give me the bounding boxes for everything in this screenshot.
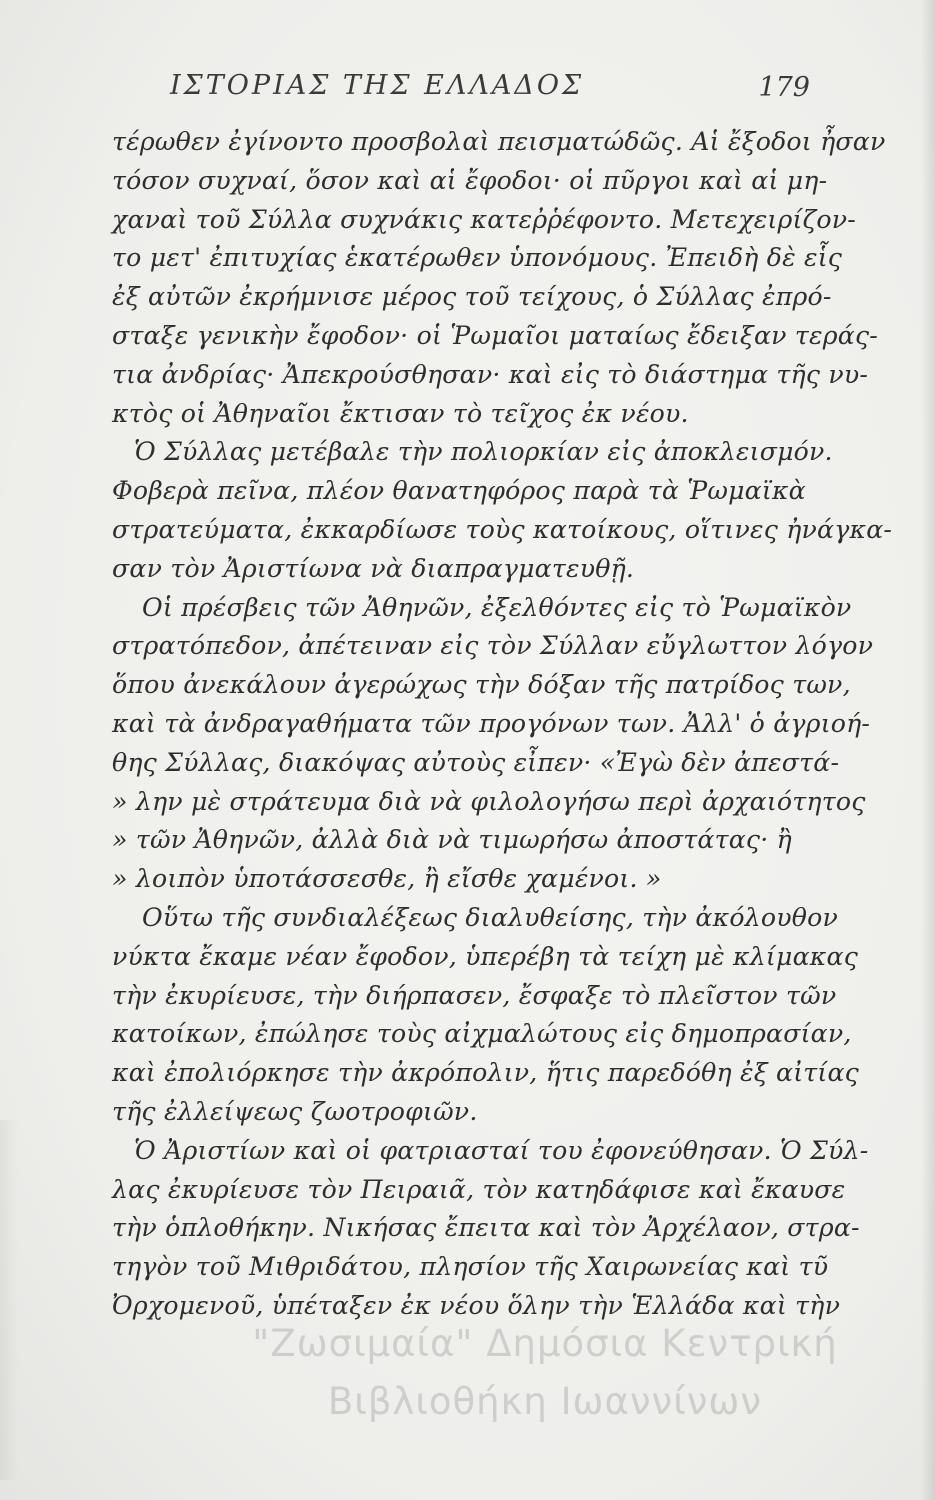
text-line: κτὸς οἱ Ἀθηναῖοι ἔκτισαν τὸ τεῖχος ἐκ νέου. [112, 398, 689, 428]
text-line: κατοίκων, ἐπώλησε τοὺς αἰχμαλώτους εἰς δημοπρασίαν, [112, 1019, 852, 1049]
text-line: Φοβερὰ πεῖνα, πλέον θανατηφόρος παρὰ τὰ Ῥωμαϊκὰ [112, 476, 806, 506]
running-title: ΙΣΤΟΡΙΑΣ ΤΗΣ ΕΛΛΑΔΟΣ [170, 70, 585, 101]
text-line: » λοιπὸν ὑποτάσσεσθε, ἢ εἴσθε χαμένοι. » [112, 864, 662, 894]
text-line: » λην μὲ στράτευμα διὰ νὰ φιλολογήσω περὶ ἀρχαιότητος [112, 786, 866, 816]
library-watermark-line1: "Ζωσιμαία" Δημόσια Κεντρική [252, 1322, 838, 1365]
text-line: τῆς ἐλλείψεως ζωοτροφιῶν. [112, 1096, 478, 1126]
library-watermark-line2: Βιβλιοθήκη Ιωαννίνων [327, 1380, 763, 1423]
text-line: Ὁ Σύλλας μετέβαλε τὴν πολιορκίαν εἰς ἀποκλεισμόν. [134, 437, 833, 467]
text-line: τια ἀνδρίας· Ἀπεκρούσθησαν· καὶ εἰς τὸ διάστημα τῆς νυ- [112, 359, 869, 389]
text-line: τόσον συχναί, ὅσον καὶ αἱ ἔφοδοι· οἱ πῦργοι καὶ αἱ μη- [112, 165, 828, 195]
text-line: Ὁ Ἀριστίων καὶ οἱ φατριασταί του ἐφονεύθησαν. Ὁ Σύλ- [134, 1135, 869, 1165]
text-line: σαν τὸν Ἀριστίωνα νὰ διαπραγματευθῇ. [112, 553, 635, 583]
body-text [112, 123, 893, 1326]
page-header [120, 70, 810, 114]
text-line: Οὕτω τῆς συνδιαλέξεως διαλυθείσης, τὴν ἀκόλουθον [142, 902, 838, 932]
text-line: Οἱ πρέσβεις τῶν Ἀθηνῶν, ἐξελθόντες εἰς τὸ Ῥωμαϊκὸν [142, 592, 852, 622]
text-line: θης Σύλλας, διακόψας αὐτοὺς εἶπεν· «Ἐγὼ δὲν ἀπεστά- [112, 747, 840, 777]
page-edge-shadow [921, 0, 935, 1500]
text-line: καὶ τὰ ἀνδραγαθήματα τῶν προγόνων των. Ἀλλ' ὁ ἀγριοή- [112, 708, 871, 738]
text-line: τέρωθεν ἐγίνοντο προσβολαὶ πεισματώδῶς. Αἱ ἔξοδοι ἦσαν [112, 127, 886, 156]
text-line: ἐξ αὐτῶν ἐκρήμνισε μέρος τοῦ τείχους, ὁ Σύλλας ἐπρό- [112, 282, 832, 312]
text-line: σταξε γενικὴν ἔφοδον· οἱ Ῥωμαῖοι ματαίως ἔδειξαν τεράς- [112, 320, 878, 350]
text-line: » τῶν Ἀθηνῶν, ἀλλὰ διὰ νὰ τιμωρήσω ἀποστάτας· ἢ [112, 825, 792, 855]
text-line: το μετ' ἐπιτυχίας ἑκατέρωθεν ὑπονόμους. Ἐπειδὴ δὲ εἷς [112, 243, 843, 273]
text-line: χαναὶ τοῦ Σύλλα συχνάκις κατεῤῥέφοντο. Μετεχειρίζον- [112, 204, 857, 234]
text-line: τὴν ἐκυρίευσε, τὴν διήρπασεν, ἔσφαξε τὸ πλεῖστον τῶν [112, 980, 837, 1010]
text-line: λας ἐκυρίευσε τὸν Πειραιᾶ, τὸν κατηδάφισε καὶ ἔκαυσε [112, 1174, 846, 1204]
text-line: νύκτα ἔκαμε νέαν ἔφοδον, ὑπερέβη τὰ τείχη μὲ κλίμακας [112, 941, 859, 971]
text-line: Ὀρχομενοῦ, ὑπέταξεν ἐκ νέου ὅλην τὴν Ἑλλάδα καὶ τὴν [112, 1290, 841, 1320]
text-line: στρατόπεδον, ἀπέτειναν εἰς τὸν Σύλλαν εὔγλωττον λόγον [112, 631, 874, 661]
text-line: στρατεύματα, ἐκκαρδίωσε τοὺς κατοίκους, οἵτινες ἠνάγκα- [112, 514, 893, 544]
page-fold-shadow [0, 1120, 18, 1480]
page-number: 179 [758, 72, 810, 103]
text-line: ὅπου ἀνεκάλουν ἀγερώχως τὴν δόξαν τῆς πατρίδος των, [112, 670, 851, 700]
text-line: τὴν ὁπλοθήκην. Νικήσας ἔπειτα καὶ τὸν Ἀρχέλαον, στρα- [112, 1213, 860, 1243]
text-line: καὶ ἐπολιόρκησε τὴν ἀκρόπολιν, ἥτις παρεδόθη ἐξ αἰτίας [112, 1058, 859, 1088]
text-line: τηγὸν τοῦ Μιθριδάτου, πλησίον τῆς Χαιρωνείας καὶ τῦ [112, 1252, 829, 1282]
